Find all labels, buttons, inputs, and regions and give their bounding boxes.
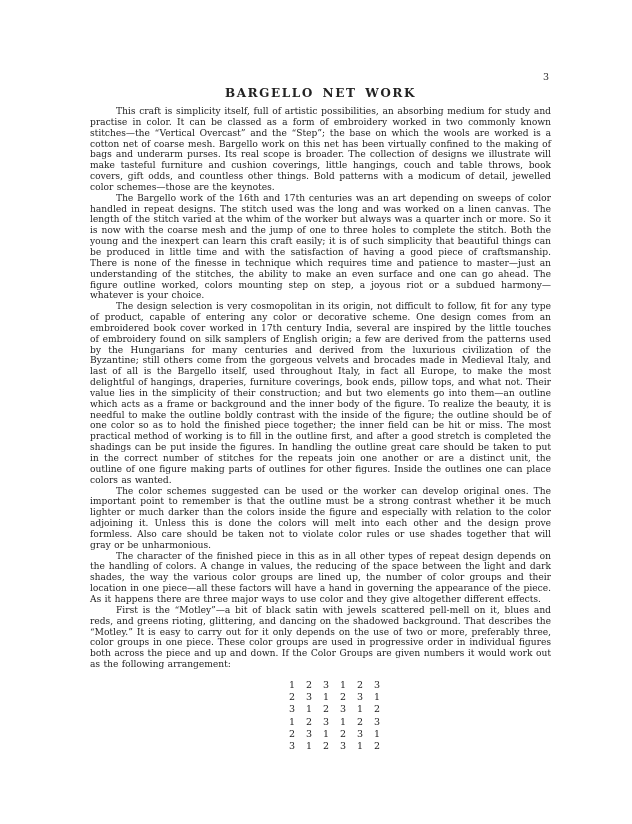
- arrangement-cell: 3: [373, 716, 381, 728]
- arrangement-cell: 3: [288, 741, 296, 753]
- arrangement-cell: 2: [288, 692, 296, 704]
- arrangement-cell: 1: [356, 704, 364, 716]
- article-body: [90, 107, 551, 671]
- color-group-arrangement-grid: [104, 680, 565, 754]
- arrangement-cell: 2: [339, 729, 347, 741]
- arrangement-row: [284, 741, 386, 753]
- arrangement-cell: 1: [322, 729, 330, 741]
- arrangement-cell: 2: [288, 729, 296, 741]
- arrangement-cell: 2: [305, 679, 313, 691]
- arrangement-cell: 3: [322, 679, 330, 691]
- arrangement-cell: 1: [288, 716, 296, 728]
- arrangement-cell: 1: [339, 679, 347, 691]
- arrangement-cell: 1: [288, 679, 296, 691]
- arrangement-cell: 3: [288, 704, 296, 716]
- arrangement-cell: 3: [356, 692, 364, 704]
- arrangement-row: [284, 704, 386, 716]
- arrangement-row: [284, 692, 386, 704]
- paragraph: First is the “Motley”—a bit of black satin with jewels scattered pell-mell on it, blues and reds, and greens rioting, glittering, and dancing on the shadowed background. That describes the “Motley.” It is easy to carry out for it only depends on the use of two or more, preferably three, color groups in one piece. These color groups are used in progressive order in individual figures both across the piece and up and down. If the Color Groups are given numbers it would work out as the following arrangement:: [90, 605, 551, 671]
- arrangement-cell: 2: [356, 679, 364, 691]
- arrangement-cell: 3: [305, 692, 313, 704]
- arrangement-cell: 1: [356, 741, 364, 753]
- arrangement-cell: 3: [322, 716, 330, 728]
- page-number: 3: [542, 72, 549, 83]
- page-content: [90, 86, 551, 754]
- arrangement-cell: 1: [305, 704, 313, 716]
- arrangement-cell: 2: [322, 704, 330, 716]
- arrangement-cell: 1: [373, 692, 381, 704]
- arrangement-cell: 2: [305, 716, 313, 728]
- arrangement-cell: 2: [339, 692, 347, 704]
- arrangement-cell: 1: [305, 741, 313, 753]
- arrangement-row: [284, 717, 386, 729]
- arrangement-row: [284, 729, 386, 741]
- paragraph: The character of the finished piece in this as in all other types of repeat design depends on the handling of colors. A change in values, the reducing of the space between the light and dark shades, the way the various color groups are lined up, the number of color groups and their location in one piece—all these factors will have a hand in governing the appearance of the piece. As it happens there are three major ways to use color and they give altogether different effects.: [90, 551, 551, 605]
- paragraph: The Bargello work of the 16th and 17th centuries was an art depending on sweeps of color handled in repeat designs. The stitch used was the long and was worked on a linen canvas. The length of the stitch varied at the whim of the worker but always was a quarter inch or more. So it is now with the coarse mesh and the jump of one to three holes to complete the stitch. Both the young and the inexpert can learn this craft easily; it is of such simplicity that beautiful things can be produced in little time and with the satisfaction of having a good piece of craftsmanship. There is none of the finesse in technique which requires time and patience to master—just an understanding of the stitches, the ability to make an even surface and one can go ahead. The figure outline worked, colors mounting step on step, a joyous riot or a subdued harmony—whatever is your choice.: [90, 193, 551, 302]
- arrangement-cell: 3: [339, 704, 347, 716]
- arrangement-cell: 3: [373, 679, 381, 691]
- arrangement-cell: 1: [322, 692, 330, 704]
- arrangement-cell: 2: [356, 716, 364, 728]
- arrangement-cell: 1: [373, 729, 381, 741]
- arrangement-cell: 2: [322, 741, 330, 753]
- arrangement-cell: 1: [339, 716, 347, 728]
- article-title: BARGELLO NET WORK: [224, 86, 417, 100]
- arrangement-cell: 3: [356, 729, 364, 741]
- arrangement-cell: 3: [339, 741, 347, 753]
- paragraph: The design selection is very cosmopolitan in its origin, not difficult to follow, fit for any type of product, capable of entering any color or decorative scheme. One design comes from an embroidered book cover worked in 17th century India, several are inspired by the little touches of embroidery found on silk samplers of English origin; a few are derived from the patterns used by the Hungarians for many centuries and derived from the luxurious civilization of the Byzantine; still others come from the gorgeous velvets and brocades made in Medieval Italy, and last of all is the Bargello itself, used throughout Italy, in fact all Europe, to make the most delightful of hangings, draperies, furniture coverings, book ends, pillow tops, and what not. Their value lies in the simplicity of their construction; and but two elements go into them—an outline which acts as a frame or background and the inner body of the figure. To realize the beauty, it is needful to make the outline boldly contrast with the inside of the figure; the outline should be of one color so as to hold the finished piece together; the inner field can be hit or miss. The most practical method of working is to fill in the outline first, and after a good stretch is completed the shadings can be put inside the figures. In handling the outline great care should be taken to put in the correct number of stitches for the repeats join one another or are a distinct unit, the outline of one figure making parts of outlines for other figures. Inside the outlines one can place colors as wanted.: [90, 302, 551, 486]
- paragraph: The color schemes suggested can be used or the worker can develop original ones. The important point to remember is that the outline must be a strong contrast whether it be much lighter or much darker than the colors inside the figure and especially with relation to the color adjoining it. Unless this is done the colors will melt into each other and the design prove formless. Also care should be taken not to violate color rules or use shades together that will gray or be unharmonious.: [90, 486, 551, 551]
- arrangement-row: [284, 680, 386, 692]
- arrangement-cell: 3: [305, 729, 313, 741]
- arrangement-cell: 2: [373, 704, 381, 716]
- paragraph: This craft is simplicity itself, full of artistic possibilities, an absorbing medium for study and practise in color. It can be classed as a form of embroidery worked in two commonly known stitches—the “Vertical Overcast” and the “Step”; the base on which the wools are worked is a cotton net of coarse mesh. Bargello work on this net has been virtually confined to the making of bags and underarm purses. Its real scope is broader. The collection of designs we illustrate will make tasteful furniture and cushion coverings, little hangings, couch and table throws, book covers, gift odds, and countless other things. Bold patterns with a modicum of detail, jewelled color schemes—those are the keynotes.: [90, 107, 551, 193]
- arrangement-cell: 2: [373, 741, 381, 753]
